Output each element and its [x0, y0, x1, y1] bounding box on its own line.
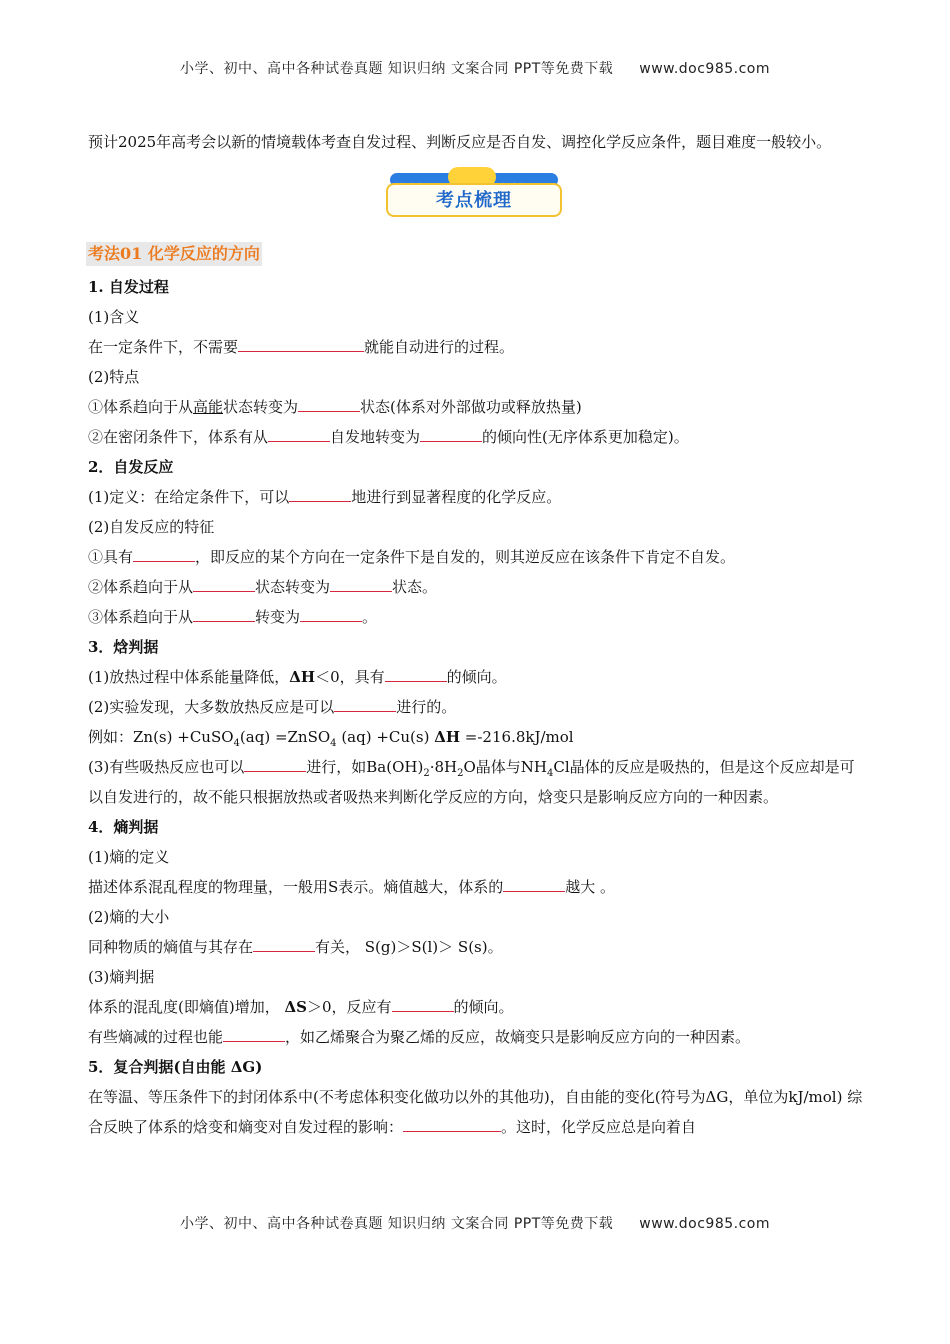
blank[interactable] — [193, 603, 255, 622]
banner-title: 考点梳理 — [436, 190, 512, 211]
s4-judge2: 有些熵减的过程也能 ，如乙烯聚合为聚乙烯的反应，故熵变只是影响反应方向的一种因素。 — [88, 1022, 868, 1052]
s4-size-label: (2)熵的大小 — [88, 908, 170, 926]
s2-title: 2．自发反应 — [88, 458, 174, 476]
blank[interactable] — [298, 393, 360, 412]
s4-def: 描述体系混乱程度的物理量，一般用S表示。熵值越大，体系的 越大 。 — [88, 872, 868, 902]
page-header — [0, 58, 950, 78]
footer-text: 小学、初中、高中各种试卷真题 知识归纳 文案合同 PPT等免费下载 — [179, 1216, 614, 1232]
s1-title: 1. 自发过程 — [88, 278, 169, 296]
blank[interactable] — [503, 873, 565, 892]
footer-url[interactable]: www.doc985.com — [639, 1216, 771, 1232]
s3-example: 例如：Zn(s) +CuSO$_4$(aq) =ZnSO$_4$ (aq) +Cu(s) ΔH =-216.8kJ/mol — [88, 728, 574, 749]
banner-wrap — [88, 165, 868, 239]
blank[interactable] — [330, 573, 392, 592]
page-footer — [0, 1213, 950, 1233]
blank[interactable] — [403, 1113, 501, 1132]
s3-p1: (1)放热过程中体系能量降低，ΔH＜0，具有 的倾向。 — [88, 662, 868, 692]
s4-judge: 体系的混乱度(即熵值)增加， ΔS＞0，反应有 的倾向。 — [88, 992, 868, 1022]
header-text: 小学、初中、高中各种试卷真题 知识归纳 文案合同 PPT等免费下载 — [179, 61, 614, 77]
s1-l1: ①体系趋向于从高能状态转变为 状态(体系对外部做功或释放热量) — [88, 392, 868, 422]
s4-judge-label: (3)熵判据 — [88, 968, 155, 986]
section-title: 考法01 化学反应的方向 — [86, 242, 262, 266]
document-body — [88, 128, 868, 1142]
s2-feature-label: (2)自发反应的特征 — [88, 518, 215, 536]
blank[interactable] — [334, 693, 396, 712]
s2-l1: ①具有 ，即反应的某个方向在一定条件下是自发的，则其逆反应在该条件下肯定不自发。 — [88, 542, 868, 572]
s2-l3: ③体系趋向于从 转变为 。 — [88, 602, 868, 632]
s3-p3: (3)有些吸热反应也可以 进行，如$Ba(OH)_2\cdot 8H_2O$晶体与$NH_4Cl$晶体的反应是吸热的，但是这个反应却是可以自发进行的，故不能只根据放热或者吸热来判断化学反应的方向，焓变只是影响反应方向的一种因素。 — [88, 752, 868, 812]
kaodian-banner — [386, 165, 562, 217]
blank[interactable] — [193, 573, 255, 592]
blank[interactable] — [253, 933, 315, 952]
s3-title: 3．焓判据 — [88, 638, 159, 656]
blank[interactable] — [289, 483, 351, 502]
blank[interactable] — [238, 333, 364, 352]
blank[interactable] — [268, 423, 330, 442]
blank[interactable] — [133, 543, 195, 562]
intro-paragraph: 预计2025年高考会以新的情境载体考查自发过程、判断反应是否自发、调控化学反应条件，题目难度一般较小。 — [88, 133, 832, 151]
s4-def-label: (1)熵的定义 — [88, 848, 170, 866]
s1-p1-label: (1)含义 — [88, 308, 140, 326]
blank[interactable] — [385, 663, 447, 682]
blank[interactable] — [392, 993, 454, 1012]
s1-l2: ②在密闭条件下，体系有从 自发地转变为 的倾向性(无序体系更加稳定)。 — [88, 422, 868, 452]
s3-p2: (2)实验发现，大多数放热反应是可以 进行的。 — [88, 692, 868, 722]
s4-title: 4．熵判据 — [88, 818, 159, 836]
s2-def: (1)定义：在给定条件下，可以 地进行到显著程度的化学反应。 — [88, 482, 868, 512]
s1-p2-label: (2)特点 — [88, 368, 140, 386]
s2-l2: ②体系趋向于从 状态转变为 状态。 — [88, 572, 868, 602]
blank[interactable] — [244, 753, 306, 772]
blank[interactable] — [300, 603, 362, 622]
s5-title: 5．复合判据(自由能 ΔG) — [88, 1058, 263, 1076]
blank[interactable] — [223, 1023, 285, 1042]
s5-p: 在等温、等压条件下的封闭体系中(不考虑体积变化做功以外的其他功)，自由能的变化(符号为ΔG，单位为kJ/mol) 综合反映了体系的焓变和熵变对自发过程的影响： 。这时，化学反应总是向着自 — [88, 1088, 863, 1136]
blank[interactable] — [420, 423, 482, 442]
s1-p1: 在一定条件下，不需要 就能自动进行的过程。 — [88, 332, 868, 362]
header-url[interactable]: www.doc985.com — [639, 61, 771, 77]
s4-size: 同种物质的熵值与其存在 有关， S(g)＞S(l)＞ S(s)。 — [88, 932, 868, 962]
